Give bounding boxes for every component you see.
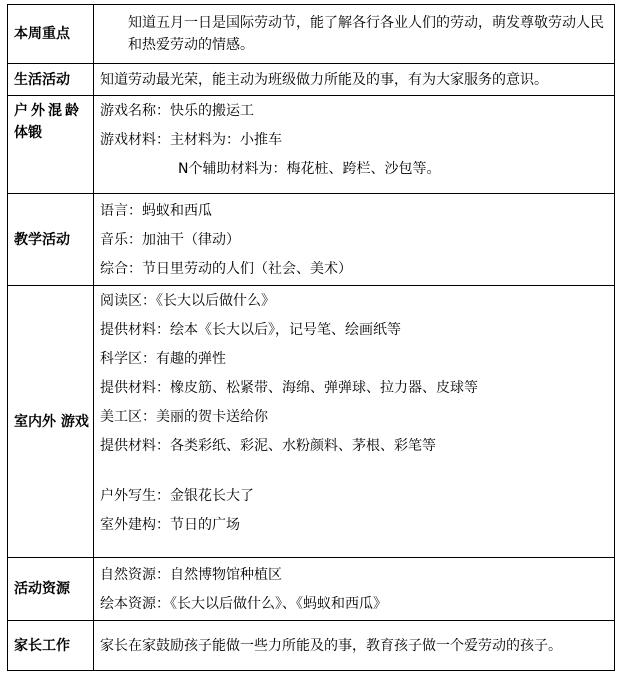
row-label-daily-life: 生活活动 [8, 64, 94, 96]
outdoor-sports-label-line-2: 体锻 [14, 125, 42, 141]
row-content-games [94, 286, 615, 558]
weekly-plan-table [7, 4, 615, 671]
games-science-area: 科学区：有趣的弹性 [100, 351, 226, 367]
table-row-parents [8, 621, 615, 671]
row-label-teaching: 教学活动 [8, 194, 94, 286]
row-label-weekly-focus: 本周重点 [8, 5, 94, 64]
table-row-outdoor-sports [8, 96, 615, 194]
table-row-teaching [8, 194, 615, 286]
daily-life-text: 知道劳动最光荣，能主动为班级做力所能及的事，有为大家服务的意识。 [100, 71, 548, 88]
outdoor-game-aux-materials: N个辅助材料为：梅花桩、跨栏、沙包等。 [178, 161, 441, 177]
row-content-parents [94, 621, 615, 671]
games-science-materials: 提供材料：橡皮筋、松紧带、海绵、弹弹球、拉力器、皮球等 [100, 380, 478, 396]
row-content-teaching [94, 194, 615, 286]
resources-picture-books: 绘本资源：《长大以后做什么》、《蚂蚁和西瓜》 [100, 595, 387, 612]
games-reading-area: 阅读区：《长大以后做什么》 [100, 293, 275, 309]
outdoor-game-name: 游戏名称：快乐的搬运工 [100, 103, 254, 119]
table-row-weekly-focus [8, 5, 615, 64]
parents-text: 家长在家鼓励孩子能做一些力所能及的事，教育孩子做一个爱劳动的孩子。 [100, 637, 562, 654]
outdoor-game-materials: 游戏材料：主材料为：小推车 [100, 132, 282, 148]
teaching-language: 语言：蚂蚁和西瓜 [100, 202, 212, 219]
games-art-materials: 提供材料：各类彩纸、彩泥、水粉颜料、茅根、彩笔等 [100, 438, 436, 454]
row-label-outdoor-sports [8, 96, 94, 194]
table-row-games [8, 286, 615, 558]
table-row-daily-life [8, 64, 615, 96]
teaching-music: 音乐：加油干（律动） [100, 231, 240, 248]
row-content-outdoor-sports [94, 96, 615, 194]
games-label-line-2: 游戏 [60, 413, 89, 430]
games-outdoor-sketch: 户外写生：金银花长大了 [100, 488, 254, 504]
outdoor-sports-label-line-1: 户外混龄 [14, 103, 82, 119]
row-content-weekly-focus [94, 5, 615, 64]
row-label-parents: 家长工作 [8, 621, 94, 671]
weekly-focus-text: 知道五月一日是国际劳动节，能了解各行各业人们的劳动，萌发尊敬劳动人民和热爱劳动的情感。 [128, 15, 604, 53]
row-content-daily-life [94, 64, 615, 96]
games-art-area: 美工区：美丽的贺卡送给你 [100, 409, 268, 425]
resources-natural: 自然资源：自然博物馆种植区 [100, 566, 282, 583]
row-label-resources: 活动资源 [8, 558, 94, 621]
games-outdoor-building: 室外建构：节日的广场 [100, 517, 240, 533]
teaching-integrated: 综合：节日里劳动的人们（社会、美术） [100, 260, 352, 277]
row-label-games [8, 286, 94, 558]
table-row-resources [8, 558, 615, 621]
row-content-resources [94, 558, 615, 621]
games-reading-materials: 提供材料：绘本《长大以后》，记号笔、绘画纸等 [100, 322, 401, 338]
games-label-line-1: 室内外 [14, 413, 56, 430]
